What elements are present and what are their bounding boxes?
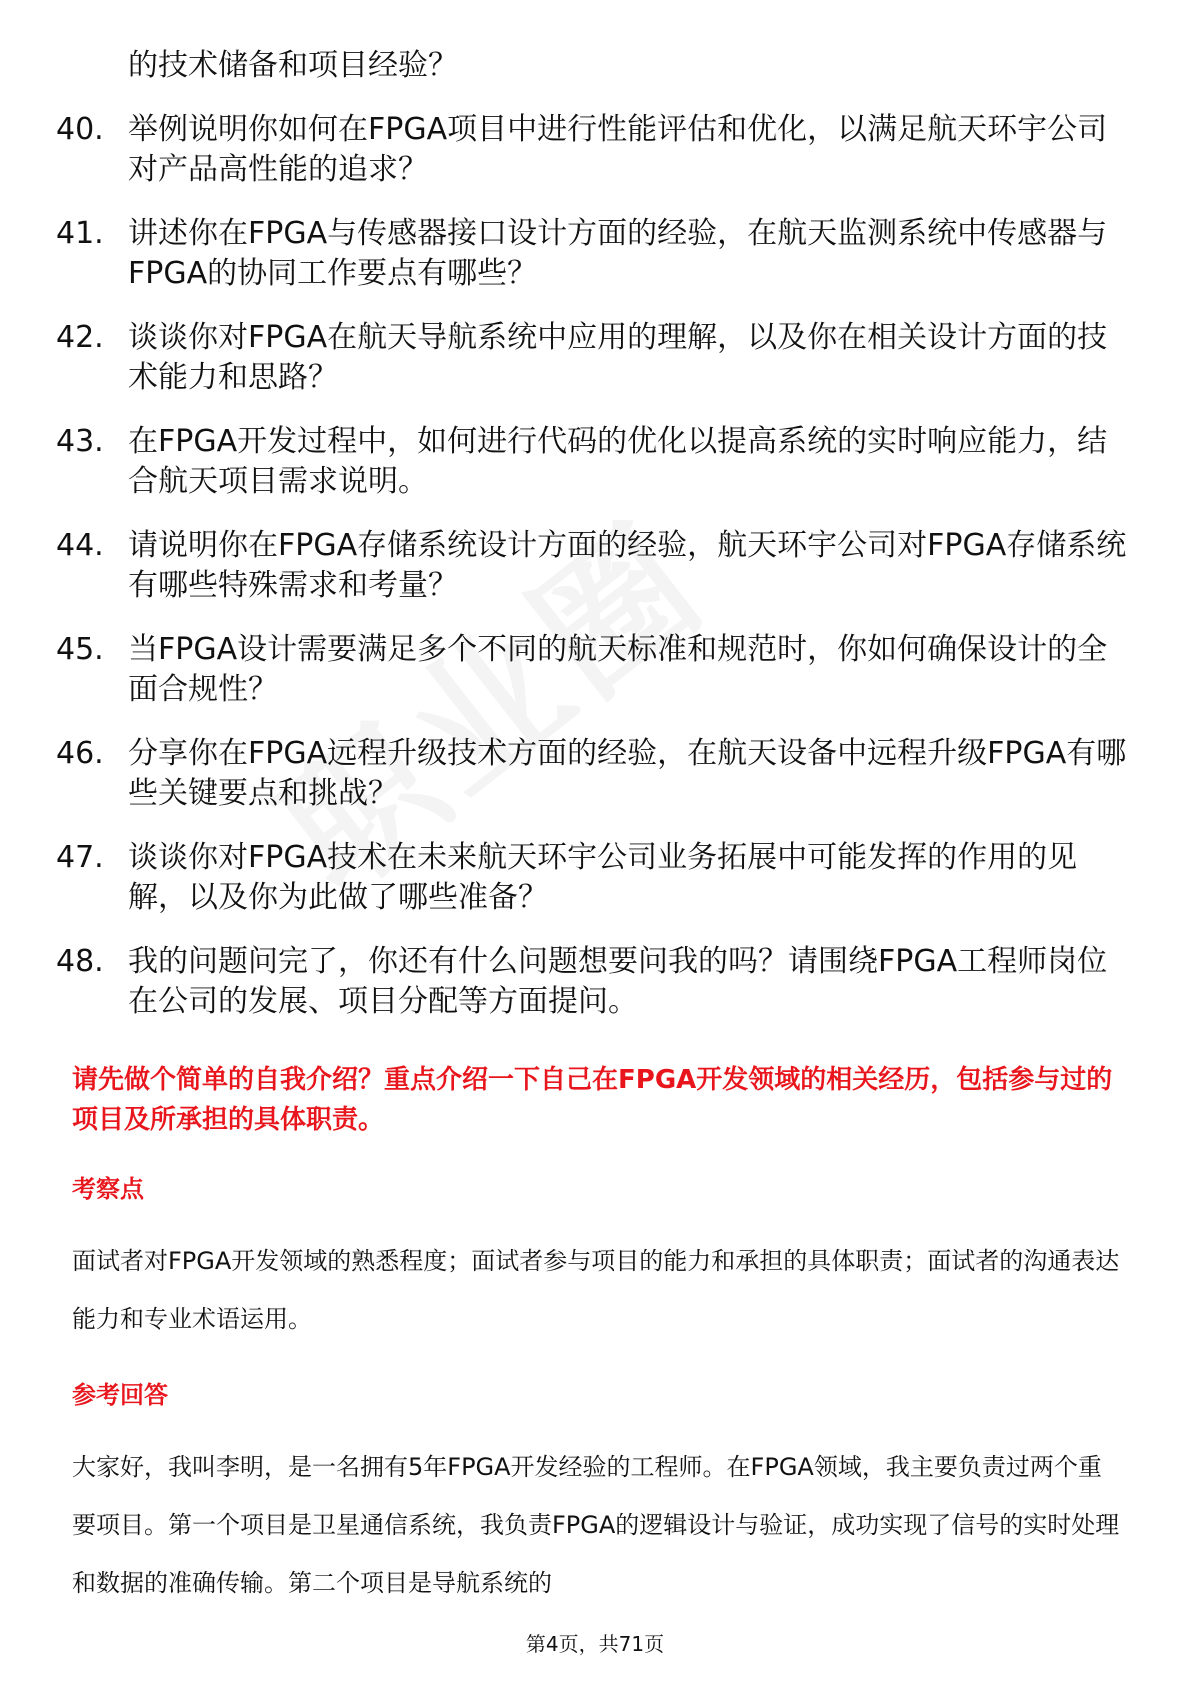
detail-question: 请先做个简单的自我介绍？重点介绍一下自己在FPGA开发领域的相关经历，包括参与过的项目及所承担的具体职责。 [72, 1065, 1113, 1135]
question-number: 46. [56, 736, 104, 771]
question-number: 44. [56, 528, 104, 563]
question-text: 讲述你在FPGA与传感器接口设计方面的经验，在航天监测系统中传感器与FPGA的协同工作要点有哪些？ [128, 216, 1108, 291]
question-number: 43. [56, 424, 104, 459]
question-text: 谈谈你对FPGA在航天导航系统中应用的理解，以及你在相关设计方面的技术能力和思路？ [128, 320, 1108, 395]
focus-heading: 考察点 [72, 1175, 144, 1203]
page-number: 第4页，共71页 [525, 1632, 665, 1656]
question-number: 48. [56, 944, 104, 979]
question-text: 分享你在FPGA远程升级技术方面的经验，在航天设备中远程升级FPGA有哪些关键要点和挑战？ [128, 736, 1127, 811]
question-number: 41. [56, 216, 104, 251]
question-continued-text: 的技术储备和项目经验？ [128, 48, 458, 83]
question-text: 谈谈你对FPGA技术在未来航天环宇公司业务拓展中可能发挥的作用的见解，以及你为此做了哪些准备？ [128, 840, 1078, 915]
question-text: 在FPGA开发过程中，如何进行代码的优化以提高系统的实时响应能力，结合航天项目需求说明。 [128, 424, 1108, 499]
question-text: 请说明你在FPGA存储系统设计方面的经验，航天环宇公司对FPGA存储系统有哪些特殊需求和考量？ [128, 528, 1127, 603]
list-item [56, 942, 1136, 1022]
question-text: 举例说明你如何在FPGA项目中进行性能评估和优化，以满足航天环宇公司对产品高性能的追求？ [128, 112, 1108, 187]
list-item [56, 630, 1136, 710]
answer-heading: 参考回答 [72, 1381, 168, 1409]
list-item [56, 214, 1136, 294]
question-number: 45. [56, 632, 104, 667]
list-item [56, 110, 1136, 190]
question-number: 42. [56, 320, 104, 355]
list-item [56, 838, 1136, 918]
question-list [56, 46, 1136, 1046]
list-item [56, 734, 1136, 814]
list-item [56, 526, 1136, 606]
list-item [56, 422, 1136, 502]
question-text: 当FPGA设计需要满足多个不同的航天标准和规范时，你如何确保设计的全面合规性？ [128, 632, 1108, 707]
answer-text: 大家好，我叫李明，是一名拥有5年FPGA开发经验的工程师。在FPGA领域，我主要负责过两个重要项目。第一个项目是卫星通信系统，我负责FPGA的逻辑设计与验证，成功实现了信号的实时处理和数据的准确传输。第二个项目是导航系统的 [72, 1453, 1120, 1597]
list-item [56, 318, 1136, 398]
question-number: 47. [56, 840, 104, 875]
question-detail-section [72, 1060, 1122, 1612]
question-text: 我的问题问完了，你还有什么问题想要问我的吗？请围绕FPGA工程师岗位在公司的发展、项目分配等方面提问。 [128, 944, 1108, 1019]
focus-text: 面试者对FPGA开发领域的熟悉程度；面试者参与项目的能力和承担的具体职责；面试者的沟通表达能力和专业术语运用。 [72, 1247, 1120, 1333]
question-number: 40. [56, 112, 104, 147]
